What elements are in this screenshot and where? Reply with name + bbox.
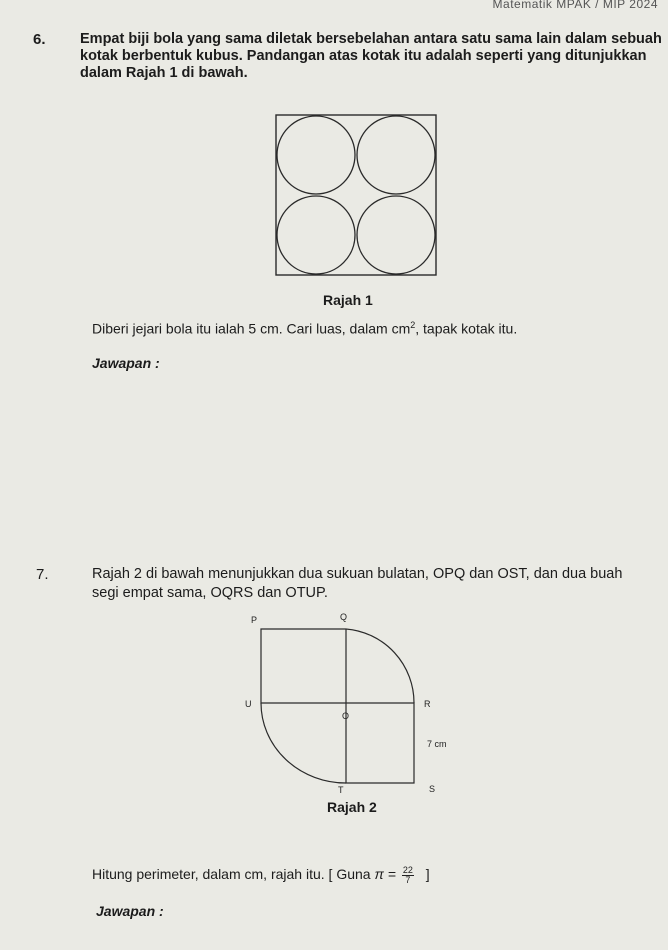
label-r: R — [424, 699, 431, 709]
label-s: S — [429, 784, 436, 794]
ball-top-right — [357, 116, 435, 194]
ball-bottom-right — [357, 196, 435, 274]
label-length: 7 cm — [427, 739, 447, 749]
label-o: O — [342, 711, 350, 721]
quarter-circle-ost — [261, 703, 346, 783]
given-unit-superscript: 2 — [410, 320, 416, 330]
question-6-answer-label: Jawapan : — [92, 355, 160, 371]
label-q: Q — [340, 612, 348, 622]
question-6-number: 6. — [33, 31, 46, 48]
figure-1-caption: Rajah 1 — [323, 292, 373, 308]
given-text-post: , tapak kotak itu. — [415, 320, 518, 337]
question-7-number: 7. — [36, 566, 49, 583]
question-7-line-1: Rajah 2 di bawah menunjukkan dua sukuan bulatan, OPQ dan OST, dan dua buah — [92, 566, 623, 582]
question-7-instruction — [92, 866, 430, 885]
question-6-given — [92, 320, 517, 337]
label-t: T — [338, 785, 344, 795]
figure-2-caption: Rajah 2 — [327, 799, 377, 815]
question-7-answer-label: Jawapan : — [96, 903, 164, 919]
pi-fraction — [402, 866, 414, 885]
figure-2-squares — [261, 629, 414, 783]
question-6-line-2: kotak berbentuk kubus. Pandangan atas kotak itu adalah seperti yang ditunjukkan — [80, 48, 647, 64]
label-p: P — [251, 615, 258, 625]
ball-bottom-left — [277, 196, 355, 274]
figure-rajah-1 — [270, 112, 442, 280]
given-unit: cm — [391, 320, 411, 337]
label-u: U — [245, 699, 252, 709]
pi-symbol: π = — [374, 866, 396, 883]
instruction-text-post: ] — [425, 866, 430, 883]
page-header: Matematik MPAK / MIP 2024 — [492, 0, 658, 11]
question-6-line-3: dalam Rajah 1 di bawah. — [80, 65, 248, 81]
question-6-line-1: Empat biji bola yang sama diletak bersebelahan antara satu sama lain dalam sebuah — [80, 31, 662, 47]
figure-rajah-2 — [240, 608, 460, 800]
pi-denominator: 7 — [405, 875, 411, 885]
pi-numerator: 22 — [402, 865, 413, 875]
quarter-circle-opq — [346, 629, 414, 703]
instruction-text-pre: Hitung perimeter, dalam cm, rajah itu. [ Guna — [92, 866, 375, 883]
given-text-pre: Diberi jejari bola itu ialah 5 cm. Cari luas, dalam — [92, 320, 392, 337]
ball-top-left — [277, 116, 355, 194]
question-7-line-2: segi empat sama, OQRS dan OTUP. — [92, 585, 328, 601]
box-outline — [276, 115, 436, 275]
